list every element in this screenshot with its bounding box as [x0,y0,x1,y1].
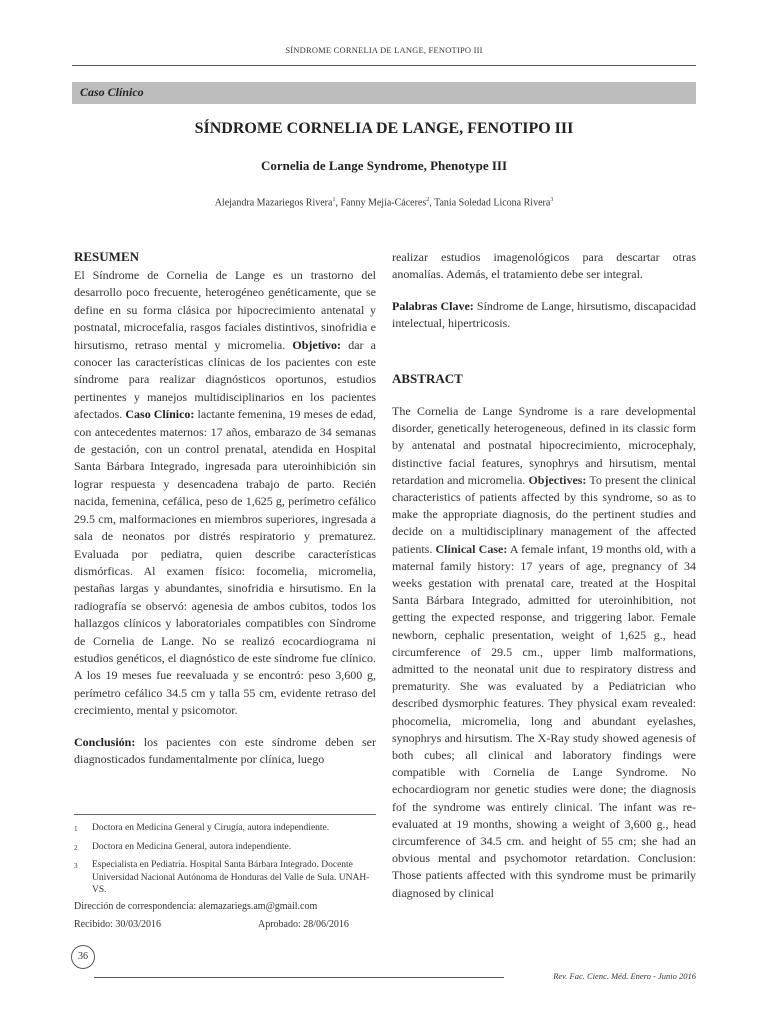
dates-line [74,919,376,930]
author-affiliation-mark: 3 [550,197,554,203]
author-affiliation-mark: 2 [426,197,430,203]
continued-paragraph: realizar estudios imagenológicos para descartar otras anomalías. Además, el tratamiento debe ser integral. [392,250,696,282]
article-subtitle: Cornelia de Lange Syndrome, Phenotype III [260,158,508,173]
author-list: Alejandra Mazariegos Rivera$^1$, Fanny Mejía-Cáceres$^2$, Tania Soledad Licona Rivera$^3$ [214,197,554,209]
footnote-item [74,822,376,836]
conclusion-text: los pacientes con este síndrome deben ser diagnosticados fundamentalmente por clínica, luego [74,734,377,766]
footnote-number: 3 [74,862,78,870]
resumen-continued [392,249,696,347]
resumen-paragraph [74,267,376,720]
resumen-body [74,267,376,782]
approved-date: Aprobado: 28/06/2016 [258,919,349,930]
keywords-text: Síndrome de Lange, hirsutismo, discapacidad intelectual, hipertricosis. [392,298,696,331]
footnote-rule [74,814,376,815]
resumen-intro: El Síndrome de Cornelia de Lange es un trastorno del desarrollo poco frecuente, heterogéneo genéticamente, que se define en su forma clásica por hipocrecimiento antenatal y postnatal, microcefalia, rasgos faciales distintivos, sinofridia e hirsutismo, retraso mental y micromelia. [74,268,376,352]
case-label: Clinical Case: [435,541,508,556]
footnote-text: Doctora en Medicina General, autora independiente. [92,841,292,852]
footnote-item [74,841,376,855]
case-text: A female infant, 19 months old, with a maternal family history: 17 years of age, pregnancy of 34 weeks gestation with prenatal care, treated at the Hospital Santa Bárbara Integrado, admitted for uteroinhibition, not getting the expected response, and triggering labor. Female newborn, cephalic presentation, weight of 1,625 g., head circumference of 29.5 cm., upper limb malformations, admitted to the neonatal unit due to respiratory distress and prematurity. She was evaluated by a Pediatrician who described dysmorphic features. They physical exam revealed: phocomelia, micromelia, long and abundant eyelashes, synophrys and hirsutism. The X-Ray study showed agenesis of both cubes; all clinical and laboratory findings were compatible with Cornelia de Lange Syndrome. No echocardiogram nor genetic studies were done; the diagnosis fof the syndrome was entirely clinical. The infant was re-evaluated at 19 months, showing a weight of 3,600 g., head circumference of 34.5 cm. and height of 55 cm; she had an obvious mental and psychomotor retardation. Conclusion: Those patients affected with this syndrome must be primarily diagnosed by clinical [392,541,697,900]
correspondence: Dirección de correspondencia: alemazariegs.am@gmail.com [74,901,318,912]
keywords-paragraph [392,298,696,333]
caso-label: Caso Clínico: [125,407,195,422]
footnotes [74,822,376,902]
conclusion-label: Conclusión: [74,734,136,749]
section-bar [72,82,696,104]
author-name: Fanny Mejía-Cáceres [340,197,427,209]
author-name: Tania Soledad Licona Rivera [434,197,551,209]
abstract-heading: ABSTRACT [392,371,463,386]
footer-rule [94,977,504,978]
objetivo-label: Objetivo: [292,337,342,352]
abstract-body [392,403,696,902]
header-rule [72,65,696,66]
abstract-intro: The Cornelia de Lange Syndrome is a rare developmental disorder, genetically heterogeneous, defined in its classic form by antenatal and postnatal hipocrecimiento, microcephaly, distinctive facial features, synophrys and hirsutism, mental retardation and micromelia. [392,404,696,487]
footnote-number: 1 [74,825,78,833]
running-head: SÍNDROME CORNELIA DE LANGE, FENOTIPO III [285,45,483,55]
keywords-label: Palabras Clave: [392,298,474,313]
author-name: Alejandra Mazariegos Rivera [214,197,333,209]
page-number: 36 [71,945,95,969]
footnote-item [74,859,376,897]
footnote-text: Doctora en Medicina General y Cirugía, autora independiente. [92,823,330,833]
footnote-text: Especialista en Pediatría. Hospital Santa Bárbara Integrado. Docente Universidad Nacional Autónoma de Honduras del Valle de Sula. UNAH-VS. [92,860,370,895]
conclusion-paragraph [74,734,376,769]
journal-citation: Rev. Fac. Cienc. Méd. Enero - Junio 2016 [553,971,696,981]
section-label: Caso Clínico [80,85,144,99]
footnote-number: 2 [74,843,78,852]
author-affiliation-mark: 1 [332,197,336,203]
objetivo-text: dar a conocer las características clínicas de los pacientes con este síndrome para realizar diagnósticos oportunos, estudios pertinentes y manejos multidisciplinarios en los pacientes afectados. [74,337,377,422]
objectives-text: To present the clinical characteristics of patients affected by this syndrome, so as to make the appropriate diagnosis, do the pertinent studies and decide on a multidisciplinary management of the affected patients. [392,472,696,556]
article-title: SÍNDROME CORNELIA DE LANGE, FENOTIPO III [194,120,574,137]
objectives-label: Objectives: [528,472,587,487]
resumen-heading: RESUMEN [74,249,140,264]
caso-text: lactante femenina, 19 meses de edad, con antecedentes maternos: 17 años, embarazo de 34 semanas de gestación, con un control prenatal, atendida en Hospital Santa Bárbara Integrado, ingresada para uteroinhibición sin lograr respuesta y desencadena trabajo de parto. Recién nacida, femenina, cefálica, peso de 1,625 g, perímetro cefálico 29.5 cm, malformaciones en miembros superiores, ingresada a sala de neonatos por distrés respiratorio y prematurez. Evaluada por pediatra, quien describe características dismórficas. Al examen físico: focomelia, micromelia, pestañas largas y abundantes, sinofridia e hirsutismo. En la radiografía se observó: agenesia de ambos cubitos, todos los hallazgos clínicos y laboratoriales compatibles con Síndrome de Cornelia de Lange. No se realizó ecocardiograma ni estudios genéticos, el diagnóstico de este síndrome fue clínico. A los 19 meses fue reevaluada y se encontró: peso 3,600 g, perímetro cefálico 34.5 cm y talla 55 cm, evidente retraso del crecimiento, mental y psicomotor. [74,407,377,718]
received-date: Recibido: 30/03/2016 [74,919,161,930]
